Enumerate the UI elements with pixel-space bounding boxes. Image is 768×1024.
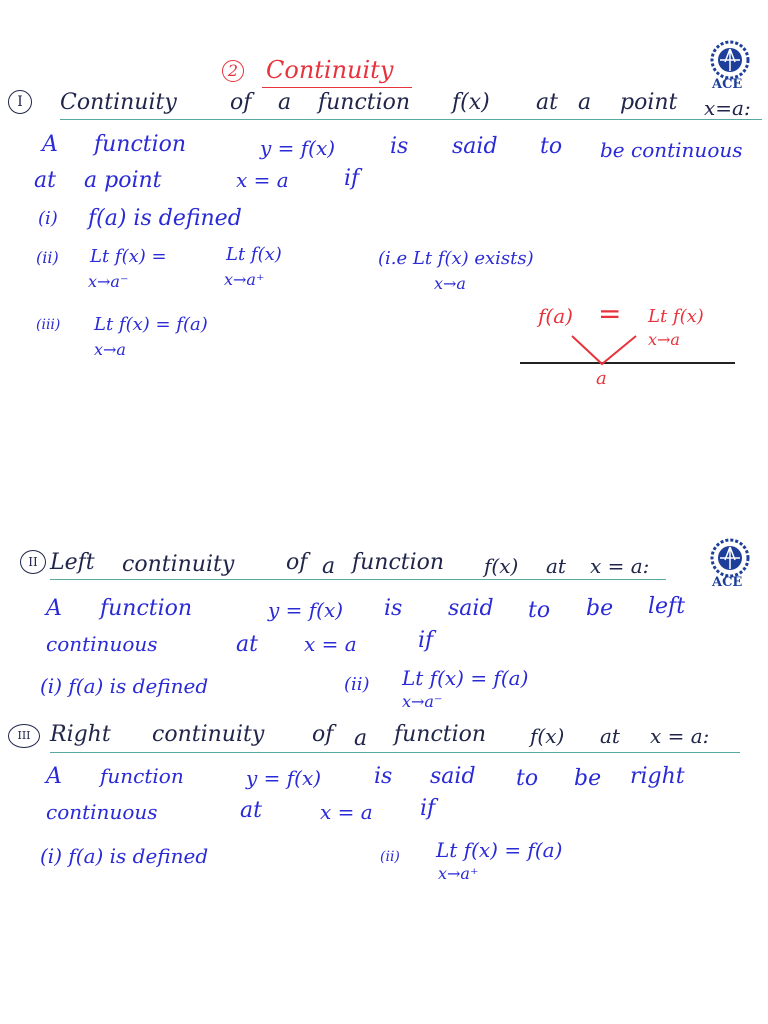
part3-heading-w7: x = a: [650, 724, 710, 748]
ace-logo [700, 538, 760, 590]
p3-l1-w2: y = f(x) [246, 766, 322, 790]
part2-heading-w7: x = a: [590, 554, 650, 578]
section-title-underline [262, 87, 412, 88]
p1-c3-sub: x→a [94, 340, 126, 359]
part3-heading-w1: continuity [152, 722, 265, 747]
p2-l1-w4: said [448, 596, 494, 621]
p3-c2-text: Lt f(x) = f(a) [436, 838, 563, 862]
part1-heading-w5: at [536, 90, 558, 115]
p1-c2-note-sub: x→a [434, 274, 466, 293]
p2-l1-w3: is [384, 596, 403, 621]
part1-heading-w0: Continuity [60, 90, 177, 115]
p1-l1-w4: said [452, 134, 498, 159]
part1-roman: I [8, 90, 32, 114]
part1-heading-w8: x=a: [704, 96, 751, 120]
part1-heading-w1: of [230, 90, 252, 115]
ace-logo [700, 40, 760, 92]
part2-heading-w2: of [286, 550, 308, 575]
p1-c2-sub2: x→a⁺ [224, 270, 265, 289]
p2-l1-w1: function [100, 596, 193, 621]
p1-c2-lt2: Lt f(x) [226, 244, 282, 265]
p1-l2-w0: at [34, 168, 56, 193]
p1-c2-sub1: x→a⁻ [88, 272, 129, 291]
p3-l2-w3: if [420, 796, 436, 821]
part1-heading-w3: function [318, 90, 411, 115]
part2-heading-w1: continuity [122, 552, 235, 577]
p3-c2-sub: x→a⁺ [438, 864, 479, 883]
part3-heading-w6: at [600, 724, 620, 748]
logo-text: ACE [712, 77, 743, 92]
part3-heading-w4: function [394, 722, 487, 747]
p1-l2-w3: if [344, 166, 360, 191]
p1-c3-num: (iii) [36, 317, 61, 333]
p3-l1-w5: to [516, 766, 539, 791]
p1-l1-w1: function [94, 132, 187, 157]
p1-c2-note: (i.e Lt f(x) exists) [378, 248, 534, 269]
part2-heading-w4: function [352, 550, 445, 575]
diagram-point: a [596, 368, 607, 389]
part3-heading-w2: of [312, 722, 334, 747]
p2-c2-num: (ii) [344, 674, 370, 695]
part3-heading-underline [50, 752, 740, 753]
p3-l2-w2: x = a [320, 800, 373, 824]
part3-heading-w5: f(x) [530, 724, 565, 748]
diagram-eq: = [598, 297, 622, 330]
part3-heading-w3: a [354, 726, 368, 751]
logo-text: ACE [712, 575, 743, 590]
part3-roman: III [8, 724, 40, 748]
p3-c2-num: (ii) [380, 849, 400, 865]
p2-l2-w2: x = a [304, 632, 357, 656]
part2-heading-w5: f(x) [484, 554, 519, 578]
part2-heading-underline [50, 579, 666, 580]
p3-l1-w4: said [430, 764, 476, 789]
p3-l1-w6: be [574, 766, 602, 791]
part1-heading-underline [60, 119, 762, 120]
p2-l2-w0: continuous [46, 632, 158, 656]
part2-heading-w0: Left [50, 550, 95, 575]
p3-l2-w0: continuous [46, 800, 158, 824]
p3-l1-w7: right [630, 764, 685, 789]
p2-c2-sub: x→a⁻ [402, 692, 443, 711]
p1-c2-lt1: Lt f(x) = [90, 246, 167, 267]
diagram-right: Lt f(x) [648, 306, 704, 327]
p1-l1-w5: to [540, 134, 563, 159]
p1-l1-w2: y = f(x) [260, 136, 336, 160]
p1-c1-text: f(a) is defined [88, 206, 242, 231]
p2-l1-w5: to [528, 598, 551, 623]
p2-l2-w1: at [236, 632, 258, 657]
p3-l2-w1: at [240, 798, 262, 823]
p2-c1: (i) f(a) is defined [40, 674, 209, 698]
p1-c2-num: (ii) [36, 248, 59, 267]
p2-l1-w0: A [46, 596, 62, 621]
p1-l2-w1: a point [84, 168, 162, 193]
part1-heading-w7: point [620, 90, 678, 115]
p3-l1-w0: A [46, 764, 62, 789]
part2-heading-w3: a [322, 554, 336, 579]
p1-l1-w6: be continuous [600, 138, 743, 162]
p1-l1-w3: is [390, 134, 409, 159]
p2-l1-w2: y = f(x) [268, 598, 344, 622]
part2-heading-w6: at [546, 554, 566, 578]
diagram-right-sub: x→a [648, 330, 680, 349]
p3-l1-w1: function [100, 764, 184, 788]
p3-c1: (i) f(a) is defined [40, 844, 209, 868]
part3-heading-w0: Right [50, 722, 111, 747]
p1-l1-w0: A [42, 132, 58, 157]
p2-c2-text: Lt f(x) = f(a) [402, 666, 529, 690]
part1-heading-w2: a [278, 90, 292, 115]
section-number: 2 [222, 60, 244, 82]
p1-c1-num: (i) [38, 208, 58, 229]
p2-l1-w6: be [586, 596, 614, 621]
p2-l1-w7: left [648, 594, 686, 619]
convergence-arrows [572, 336, 636, 364]
part2-roman: II [20, 550, 46, 574]
limit-diagram [510, 330, 740, 390]
section-title: Continuity [266, 56, 394, 84]
p3-l1-w3: is [374, 764, 393, 789]
part1-heading-w4: f(x) [452, 90, 490, 115]
p1-l2-w2: x = a [236, 168, 289, 192]
p1-c3-text: Lt f(x) = f(a) [94, 314, 208, 335]
part1-heading-w6: a [578, 90, 592, 115]
diagram-left: f(a) [538, 304, 573, 328]
p2-l2-w3: if [418, 628, 434, 653]
